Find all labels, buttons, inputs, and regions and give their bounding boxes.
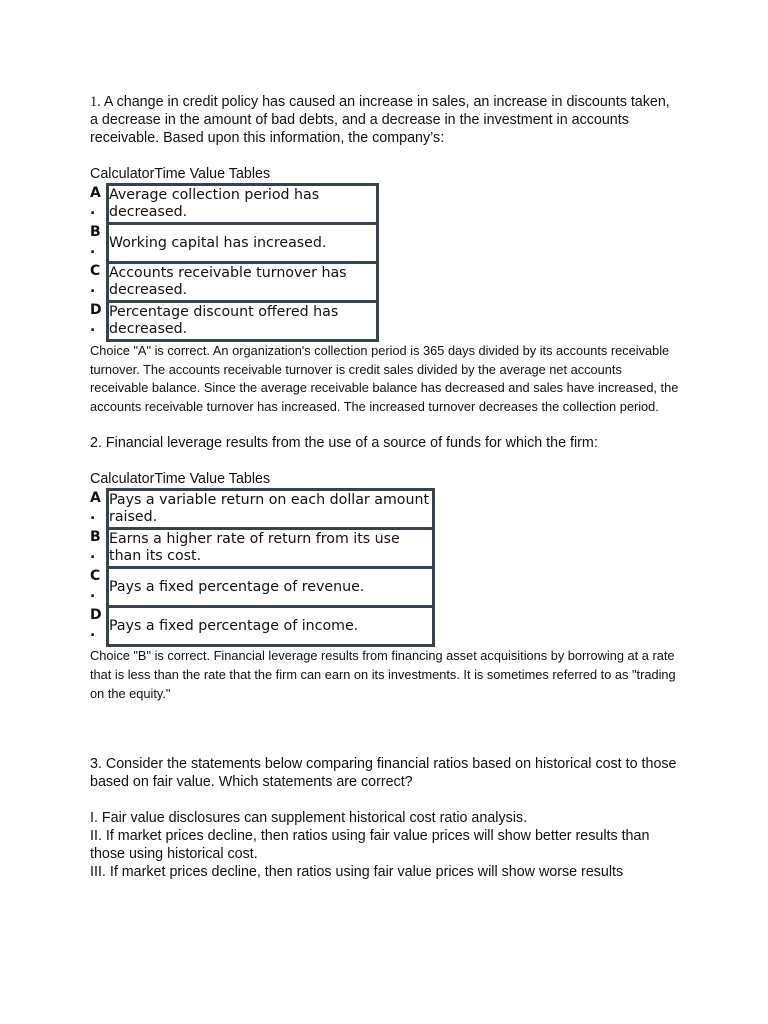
question-3-text: 3. Consider the statements below comparing financial ratios based on historical cost to those based on fair value. Which statements are correct? [90,756,677,791]
choice-text[interactable]: Pays a fixed percentage of income. [108,607,434,646]
choice-row[interactable]: C . Pays a fixed percentage of revenue. [90,568,434,607]
choice-row[interactable]: D . Percentage discount offered has decreased. [90,302,378,341]
document-page [90,93,680,881]
choice-text[interactable]: Accounts receivable turnover has decreased. [108,263,378,302]
question-2-number: 2. [90,435,102,452]
choice-text[interactable]: Percentage discount offered has decreased. [108,302,378,341]
question-1-text: 1. A change in credit policy has caused an increase in sales, an increase in discounts taken, a decrease in the amount of bad debts, and a decrease in the investment in accounts receivable. Based upon this information, the company’s: [90,94,670,146]
choice-text[interactable]: Pays a fixed percentage of revenue. [108,568,434,607]
statement-3: III. If market prices decline, then ratios using fair value prices will show worse results [90,864,624,881]
choice-text[interactable]: Earns a higher rate of return from its use than its cost. [108,529,434,568]
choice-text[interactable]: Average collection period has decreased. [108,185,378,224]
statement-2: II. If market prices decline, then ratios using fair value prices will show better results than those using historical cost. [90,828,650,863]
choice-row[interactable]: C . Accounts receivable turnover has decreased. [90,263,378,302]
question-2-choices [90,488,435,647]
choice-letter: B [90,223,101,240]
choice-letter: D [90,301,102,318]
question-1-number: 1. [90,94,101,110]
choice-row[interactable]: B . Earns a higher rate of return from its use than its cost. [90,529,434,568]
choice-text[interactable]: Working capital has increased. [108,224,378,263]
question-1-choices [90,183,379,342]
question-2-tools[interactable]: CalculatorTime Value Tables [90,471,271,488]
question-2-explanation: Choice "B" is correct. Financial leverage results from financing asset acquisitions by borrowing at a rate that is less than the rate that the firm can earn on its investments. It is sometimes referred to as "trading on the equity." [90,648,676,701]
choice-letter: C [90,567,101,584]
question-3-number: 3. [90,756,102,773]
choice-row[interactable]: A . Average collection period has decreased. [90,185,378,224]
question-2-text: 2. Financial leverage results from the use of a source of funds for which the firm: [90,435,598,452]
choice-row[interactable]: A . Pays a variable return on each dollar amount raised. [90,490,434,529]
question-1-explanation: Choice "A" is correct. An organization's collection period is 365 days divided by its accounts receivable turnover. The accounts receivable turnover is credit sales divided by the average net accounts receivable balance. Since the average receivable balance has decreased and sales have increased, the accounts receivable turnover has increased. The increased turnover decreases the collection period. [90,343,679,414]
choice-row[interactable]: D . Pays a fixed percentage of income. [90,607,434,646]
choice-letter: D [90,606,102,623]
question-1-tools[interactable]: CalculatorTime Value Tables [90,166,271,182]
choice-letter: B [90,528,101,545]
choice-letter: C [90,262,101,279]
choice-row[interactable]: B . Working capital has increased. [90,224,378,263]
choice-text[interactable]: Pays a variable return on each dollar amount raised. [108,490,434,529]
statement-1: I. Fair value disclosures can supplement historical cost ratio analysis. [90,810,528,827]
choice-letter: A [90,489,101,506]
choice-letter: A [90,184,101,201]
